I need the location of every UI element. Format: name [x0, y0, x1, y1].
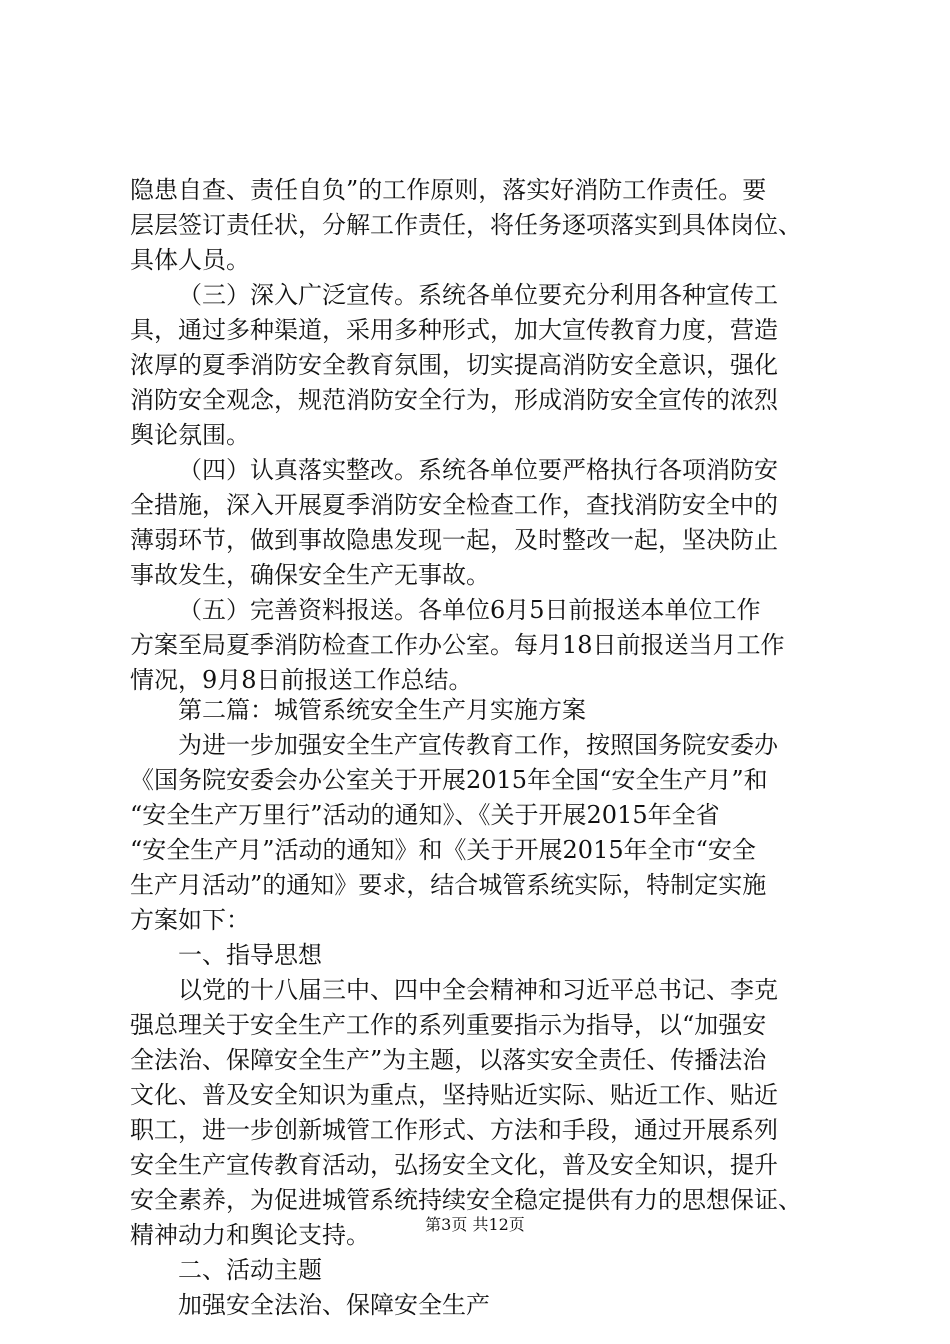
text-line: “安全生产万里行”活动的通知》、《关于开展2015年全省: [130, 801, 720, 829]
text-line: 为进一步加强安全生产宣传教育工作，按照国务院安委办: [178, 731, 778, 759]
text-line: 《国务院安委会办公室关于开展2015年全国“安全生产月”和: [130, 766, 768, 794]
text-line: 安全生产宣传教育活动，弘扬安全文化，普及安全知识，提升: [130, 1151, 778, 1179]
text-line: 全措施，深入开展夏季消防安全检查工作，查找消防安全中的: [130, 491, 778, 519]
section-heading: 二、活动主题: [178, 1256, 322, 1284]
text-line: 情况，9月8日前报送工作总结。: [130, 666, 473, 694]
text-line: “安全生产月”活动的通知》和《关于开展2015年全市“安全: [130, 836, 756, 864]
text-line: （四）认真落实整改。系统各单位要严格执行各项消防安: [178, 456, 778, 484]
text-line: 具体人员。: [130, 246, 250, 274]
text-line: 事故发生，确保安全生产无事故。: [130, 561, 490, 589]
text-line: 加强安全法治、保障安全生产: [178, 1291, 490, 1319]
text-line: 生产月活动”的通知》要求，结合城管系统实际，特制定实施: [130, 871, 767, 899]
text-line: （五）完善资料报送。各单位6月5日前报送本单位工作: [178, 596, 761, 624]
text-line: 方案至局夏季消防检查工作办公室。每月18日前报送当月工作: [130, 631, 785, 659]
text-line: 舆论氛围。: [130, 421, 250, 449]
text-line: 方案如下：: [130, 906, 250, 934]
text-line: 消防安全观念，规范消防安全行为，形成消防安全宣传的浓烈: [130, 386, 778, 414]
text-line: 精神动力和舆论支持。: [130, 1221, 370, 1249]
section-heading: 第二篇：城管系统安全生产月实施方案: [178, 696, 586, 724]
section-heading: 一、指导思想: [178, 941, 322, 969]
text-line: （三）深入广泛宣传。系统各单位要充分利用各种宣传工: [178, 281, 778, 309]
text-line: 全法治、保障安全生产”为主题，以落实安全责任、传播法治: [130, 1046, 767, 1074]
text-line: 强总理关于安全生产工作的系列重要指示为指导，以“加强安: [130, 1011, 767, 1039]
page-number-footer: 第3页 共12页: [425, 1215, 525, 1234]
text-line: 职工，进一步创新城管工作形式、方法和手段，通过开展系列: [130, 1116, 778, 1144]
text-line: 隐患自查、责任自负”的工作原则，落实好消防工作责任。要: [130, 176, 767, 204]
text-line: 浓厚的夏季消防安全教育氛围，切实提高消防安全意识，强化: [130, 351, 778, 379]
text-line: 薄弱环节，做到事故隐患发现一起，及时整改一起，坚决防止: [130, 526, 778, 554]
text-line: 层层签订责任状，分解工作责任，将任务逐项落实到具体岗位、: [130, 211, 802, 239]
text-line: 安全素养，为促进城管系统持续安全稳定提供有力的思想保证、: [130, 1186, 802, 1214]
text-line: 以党的十八届三中、四中全会精神和习近平总书记、李克: [178, 976, 778, 1004]
text-line: 具，通过多种渠道，采用多种形式，加大宣传教育力度，营造: [130, 316, 778, 344]
text-line: 文化、普及安全知识为重点，坚持贴近实际、贴近工作、贴近: [130, 1081, 778, 1109]
